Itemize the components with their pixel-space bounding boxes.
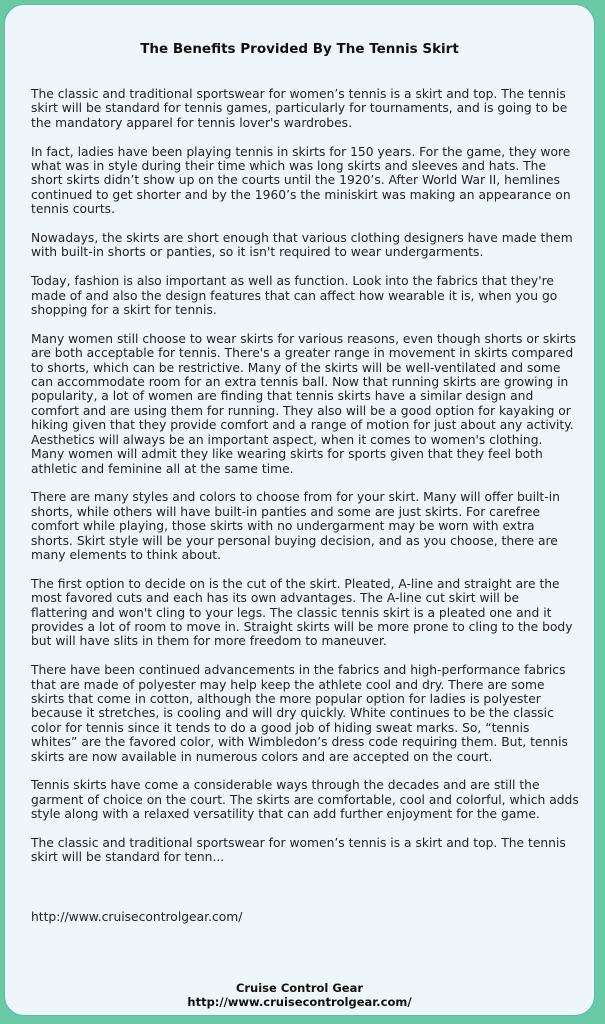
paragraph: Nowadays, the skirts are short enough that various clothing designers have made them with built-in shorts or panties, so it isn't required to wear undergarments.: [31, 231, 573, 260]
footer-company: Cruise Control Gear: [235, 981, 364, 995]
article-body: [31, 87, 579, 879]
footer-url[interactable]: http://www.cruisecontrolgear.com/: [187, 995, 412, 1009]
paragraph: There have been continued advancements in the fabrics and high-performance fabrics that are made of polyester may help keep the athlete cool and dry. There are some skirts that come in cotton, although the more popular option for ladies is polyester because it stretches, is cooling and will dry quickly. White continues to be the classic color for tennis since it tends to do a good job of hiding sweat marks. So, “tennis whites” are the favored color, with Wimbledon’s dress code requiring them. But, tennis skirts are now available in numerous colors and are accepted on the court.: [31, 663, 568, 764]
paragraph: The classic and traditional sportswear for women’s tennis is a skirt and top. The tennis skirt will be standard for tenn...: [31, 835, 566, 865]
paragraph: Many women still choose to wear skirts for various reasons, even though shorts or skirts are both acceptable for tennis. There's a greater range in movement in skirts compared to shorts, which can be restrictive. Many of the skirts will be well-ventilated and some can accommodate room for an extra tennis ball. Now that running skirts are growing in popularity, a lot of women are finding that tennis skirts have a similar design and comfort and are using them for running. They also will be a good option for kayaking or hiking given that they provide comfort and a range of motion for just about any activity. Aesthetics will always be an important aspect, when it comes to women's clothing. Many women will admit they like wearing skirts for sports given that they feel both athletic and feminine all at the same time.: [31, 331, 577, 476]
paragraph: In fact, ladies have been playing tennis in skirts for 150 years. For the game, they wore what was in style during their time which was long skirts and sleeves and hats. The short skirts didn’t show up on the courts until the 1920’s. After World War II, hemlines continued to get shorter and by the 1960’s the miniskirt was making an appearance on tennis courts.: [31, 144, 571, 217]
paragraph: Tennis skirts have come a considerable ways through the decades and are still the garment of choice on the court. The skirts are comfortable, cool and colorful, which adds style along with a relaxed versatility that can add further enjoyment for the game.: [31, 778, 579, 822]
article-card: [4, 4, 595, 1016]
article-link[interactable]: http://www.cruisecontrolgear.com/: [31, 910, 243, 924]
article-title: The Benefits Provided By The Tennis Skirt: [140, 41, 459, 57]
paragraph: The classic and traditional sportswear for women’s tennis is a skirt and top. The tennis skirt will be standard for tennis games, particularly for tournaments, and is going to be the mandatory apparel for tennis lover's wardrobes.: [31, 87, 568, 130]
paragraph: Today, fashion is also important as well as function. Look into the fabrics that they're made of and also the design features that can affect how wearable it is, when you go shopping for a skirt for tennis.: [31, 274, 558, 318]
paragraph: There are many styles and colors to choose from for your skirt. Many will offer built-in shorts, while others will have built-in panties and some are just skirts. For carefree comfort while playing, those skirts with no undergarment may be worn with extra shorts. Skirt style will be your personal buying decision, and as you choose, there are many elements to think about.: [31, 490, 560, 562]
footer: [5, 981, 594, 1009]
paragraph: The first option to decide on is the cut of the skirt. Pleated, A-line and straight are the most favored cuts and each has its own advantages. The A-line cut skirt will be flattering and won't cling to your legs. The classic tennis skirt is a pleated one and it provides a lot of room to move in. Straight skirts will be more prone to cling to the body but will have slits in them for more freedom to maneuver.: [31, 576, 573, 649]
